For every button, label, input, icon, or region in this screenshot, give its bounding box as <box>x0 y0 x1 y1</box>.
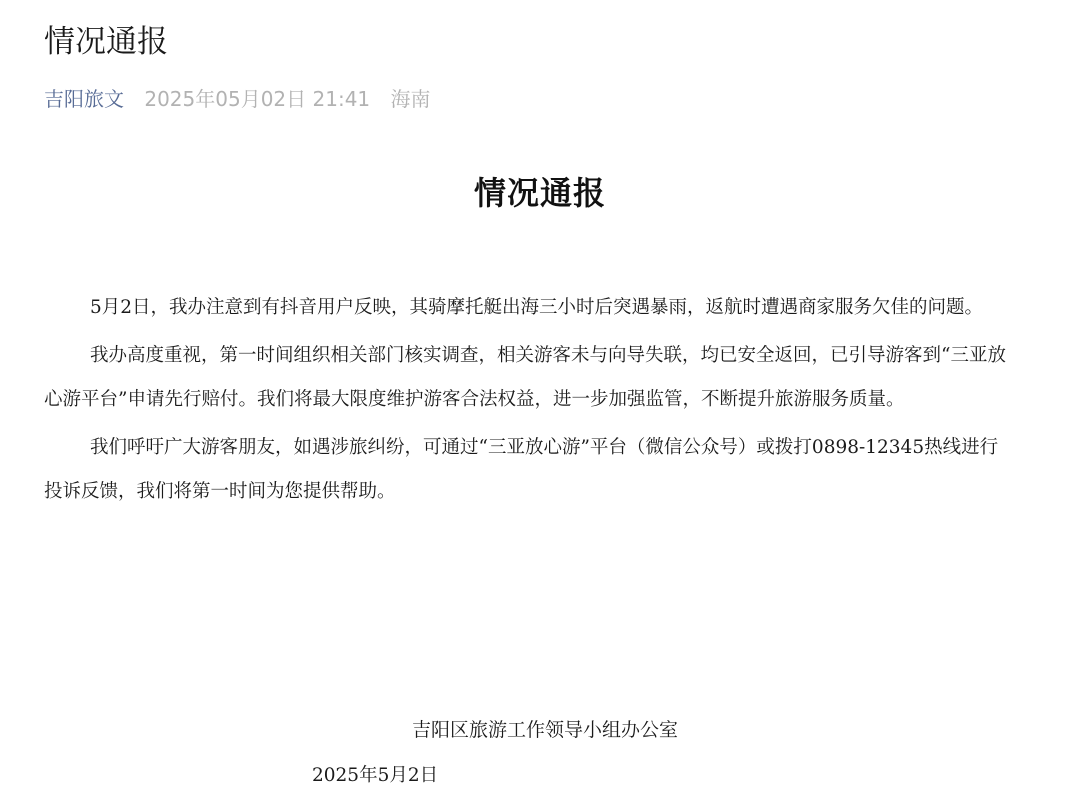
article-meta <box>44 84 431 114</box>
issuer-signature: 吉阳区旅游工作领导小组办公室 <box>412 719 679 741</box>
article-paragraph: 5月2日，我办注意到有抖音用户反映，其骑摩托艇出海三小时后突遇暴雨，返航时遭遇商家服务欠佳的问题。 <box>90 297 984 318</box>
publish-location: 海南 <box>390 87 431 111</box>
article-paragraph: 我们呼吁广大游客朋友，如遇涉旅纠纷，可通过“三亚放心游”平台（微信公众号）或拨打0898-12345热线进行投诉反馈，我们将第一时间为您提供帮助。 <box>44 437 999 502</box>
account-name-link[interactable]: 吉阳旅文 <box>44 87 124 111</box>
article-paragraph: 我办高度重视，第一时间组织相关部门核实调查，相关游客未与向导失联，均已安全返回，已引导游客到“三亚放心游平台”申请先行赔付。我们将最大限度维护游客合法权益，进一步加强监管，不断提升旅游服务质量。 <box>44 345 1006 410</box>
issue-date: 2025年5月2日 <box>312 765 439 786</box>
document-heading: 情况通报 <box>473 174 606 212</box>
publish-datetime: 2025年05月02日 21:41 <box>144 87 371 111</box>
article-body <box>44 286 1010 518</box>
page-title: 情况通报 <box>44 24 168 60</box>
